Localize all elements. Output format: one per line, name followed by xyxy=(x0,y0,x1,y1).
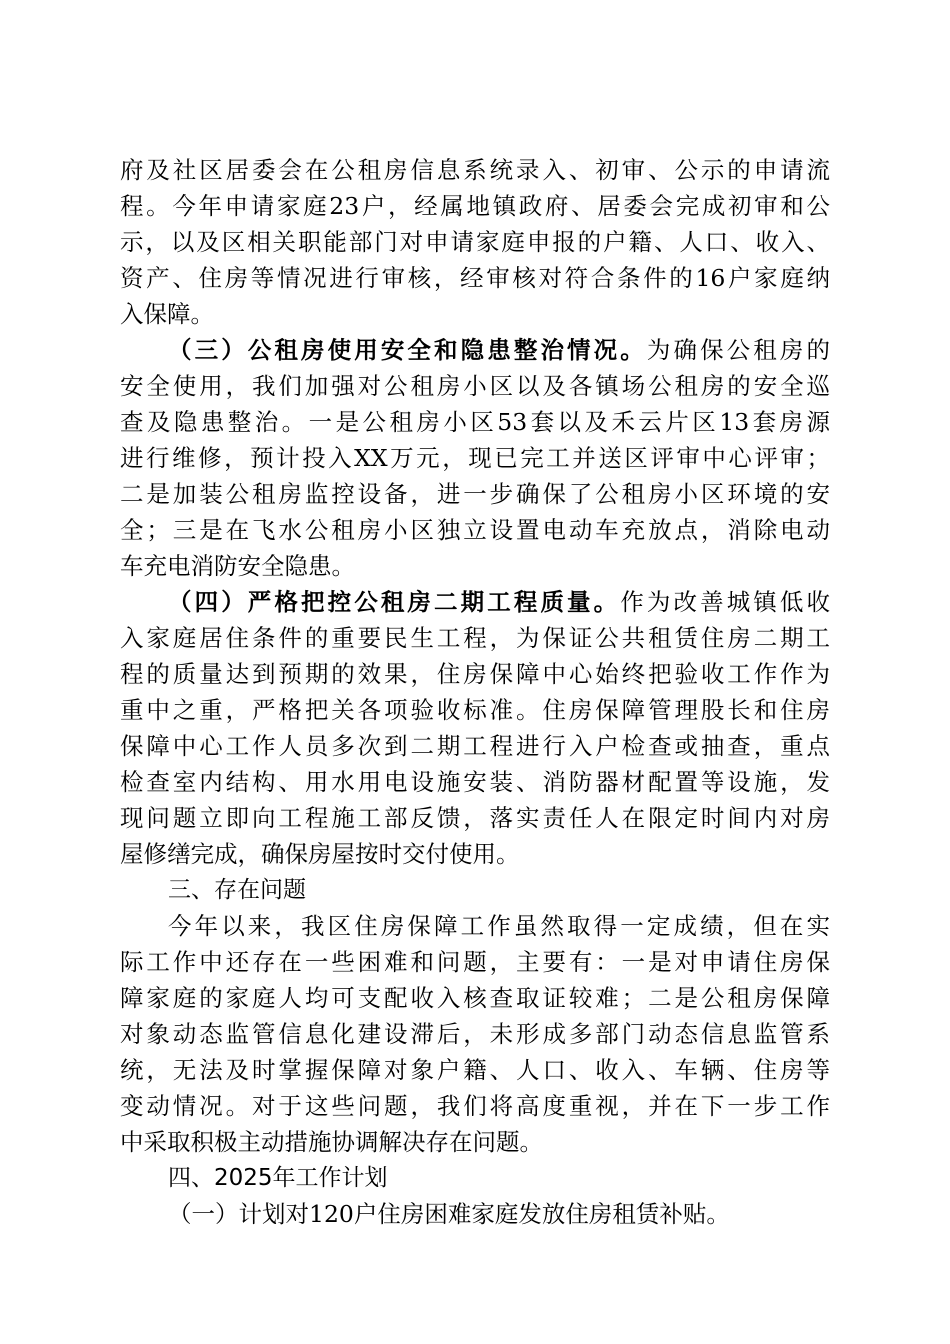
paragraph-line: 重中之重，严格把关各项验收标准。住房保障管理股长和住房 xyxy=(120,696,830,724)
paragraph-line: 示，以及区相关职能部门对申请家庭申报的户籍、人口、收入、 xyxy=(120,228,830,256)
paragraph-line: 障家庭的家庭人均可支配收入核查取证较难；二是公租房保障 xyxy=(120,984,830,1012)
section-heading-problems: 三、存在问题 xyxy=(168,877,306,903)
paragraph-line: 安全使用，我们加强对公租房小区以及各镇场公租房的安全巡 xyxy=(120,372,830,400)
subsection-heading-quality: （四）严格把控公租房二期工程质量。 xyxy=(168,588,621,616)
paragraph-line: 府及社区居委会在公租房信息系统录入、初审、公示的申请流 xyxy=(120,156,830,184)
paragraph-line: 际工作中还存在一些困难和问题，主要有：一是对申请住房保 xyxy=(120,948,830,976)
paragraph-line: 对象动态监管信息化建设滞后，未形成多部门动态信息监管系 xyxy=(120,1020,830,1048)
paragraph-line: 进行维修，预计投入XX万元，现已完工并送区评审中心评审； xyxy=(120,444,830,472)
paragraph-line: 程。今年申请家庭23户，经属地镇政府、居委会完成初审和公 xyxy=(120,192,830,220)
paragraph-line: 二是加装公租房监控设备，进一步确保了公租房小区环境的安 xyxy=(120,480,830,508)
paragraph-line: 现问题立即向工程施工部反馈，落实责任人在限定时间内对房 xyxy=(120,804,830,832)
paragraph-line: 车充电消防安全隐患。 xyxy=(120,552,355,580)
paragraph-first-line xyxy=(168,586,830,618)
paragraph-line: 程的质量达到预期的效果，住房保障中心始终把验收工作作为 xyxy=(120,660,830,688)
paragraph-text: 作为改善城镇低收 xyxy=(620,588,830,616)
paragraph-line: 变动情况。对于这些问题，我们将高度重视，并在下一步工作 xyxy=(120,1092,830,1120)
subsection-heading-safety: （三）公租房使用安全和隐患整治情况。 xyxy=(168,336,647,364)
paragraph-line: 入保障。 xyxy=(120,300,214,328)
paragraph-line: 查及隐患整治。一是公租房小区53套以及禾云片区13套房源 xyxy=(120,408,830,436)
paragraph-line: 中采取积极主动措施协调解决存在问题。 xyxy=(120,1128,543,1156)
paragraph-line: 全；三是在飞水公租房小区独立设置电动车充放点，消除电动 xyxy=(120,516,830,544)
paragraph-first-line xyxy=(168,334,830,366)
paragraph-line: 资产、住房等情况进行审核，经审核对符合条件的16户家庭纳 xyxy=(120,264,830,292)
paragraph-line: 入家庭居住条件的重要民生工程，为保证公共租赁住房二期工 xyxy=(120,624,830,652)
section-heading-work-plan: 四、2025年工作计划 xyxy=(168,1165,388,1191)
paragraph-text: 为确保公租房的 xyxy=(646,336,830,364)
paragraph-first-line: 今年以来，我区住房保障工作虽然取得一定成绩，但在实 xyxy=(168,912,830,940)
paragraph-first-line: （一）计划对120户住房困难家庭发放住房租赁补贴。 xyxy=(168,1200,730,1228)
paragraph-line: 保障中心工作人员多次到二期工程进行入户检查或抽查，重点 xyxy=(120,732,830,760)
paragraph-line: 屋修缮完成，确保房屋按时交付使用。 xyxy=(120,840,520,868)
paragraph-line: 检查室内结构、用水用电设施安装、消防器材配置等设施，发 xyxy=(120,768,830,796)
paragraph-line: 统，无法及时掌握保障对象户籍、人口、收入、车辆、住房等 xyxy=(120,1056,830,1084)
